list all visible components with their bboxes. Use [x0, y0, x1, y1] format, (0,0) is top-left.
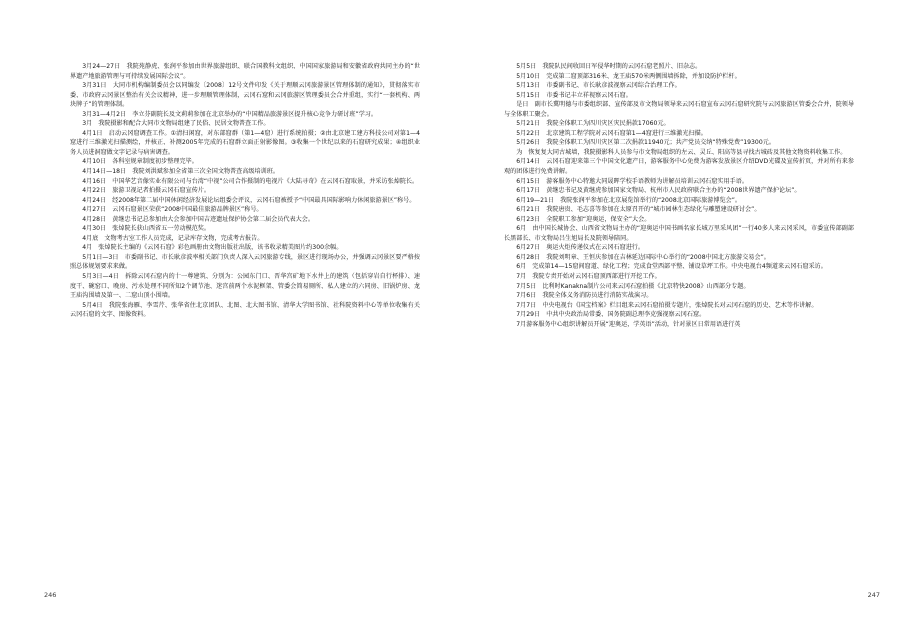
paragraph: 5月10日 完成第二窟顶部316米、龙王庙570米两侧围墙拆除，并加设防护栏杆。: [516, 72, 741, 80]
paragraph: 7月29日 中共中央政治局常委、国务院副总理李克强视察云冈石窟。: [516, 311, 706, 319]
left-page-column: [0, 62, 462, 582]
paragraph: 7月7日 中央电视台《国宝档案》栏目组来云冈石窟拍摄专题片，张焯院长对云冈石窟的历史、艺术等作讲解。: [516, 301, 818, 309]
right-page-body: [504, 62, 854, 329]
paragraph: 5月15日 市委书记丰立祥视察云冈石窟。: [516, 91, 632, 99]
paragraph: 4月 张焯院长主编的《云冈石窟》彩色画册由文物出版社出版，该书收录精美图片约300余幅。: [82, 244, 343, 252]
paragraph: 7月游客服务中心组织讲解员开展“迎奥运，学英语”活动，针对景区日常用语进行英: [516, 320, 741, 328]
right-page-column: [462, 62, 924, 582]
paragraph: 5月5日 我院队民间收回日军侵华时期的云冈石窟老照片、旧杂志。: [516, 63, 702, 70]
paragraph: 6月19—21日 我院张润平参加在北京展览馆举行的“2008北京国际旅游博览会”。: [516, 196, 742, 204]
paragraph: 4月30日 张焯院长获山西省五一劳动模范奖。: [82, 225, 211, 233]
paragraph: 6月 由中国长城协会、山西省文物局主办的“迎奥运中国书画名家长城万里采风团”一行40多人来云冈采风，市委宣传部副部长黑部长、市文物局吕生旭局长及院领导陪同。: [504, 225, 854, 242]
paragraph: 6月28日 我院刘明章、王恒庆参加在吉林延边国际中心举行的“2008中国北方旅游交易会”。: [516, 253, 770, 261]
paragraph: 4月底 文物考古室工作人员完成，记录库存文物，完成考古报告。: [82, 234, 264, 242]
paragraph: 5月13日 市委副书记、市长耿彦波视察云冈综合治理工作。: [516, 82, 681, 90]
paragraph: 3月24—27日 我院苑静虎、张润平参加由世界旅游组织、联合国教科文组织、中国国家旅游局和安徽省政府共同主办的“世界遗产地旅游管理与可持续发展国际会议”。: [70, 63, 420, 80]
paragraph: 5月3日—4日 拆除云冈石窟内的十一尊建筑、分别为：公园东门口、晋华宫矿地下水井上的建筑（包括穿岩自行杯排）、速度干、碗窑口、晚房、污水处理不同所知2个调节池、迷宫前两个水泥框架、管委会简易厕所、私人建立的六同房、旧锅炉房、龙王庙沟围墙及第一、二窟山顶小围墙。: [70, 273, 420, 300]
paragraph: 6月23日 全院职工参加“迎奥运，保安全”大会。: [516, 215, 651, 223]
paragraph: 6月27日 奥运火炬传递仪式在云冈石窟进行。: [516, 244, 645, 252]
paragraph: 5月21日 我院全体职工为四川灾区灾民捐款17060元。: [516, 120, 670, 128]
paragraph: 4月27日 云冈石窟景区荣获“2008中国最佳旅游品牌景区”称号。: [82, 206, 263, 214]
paragraph: 6月21日 我院唐贵、毛志喜等参加在太原召开的“城市园林生态绿化与雕塑建设研讨会”。: [516, 206, 761, 214]
paragraph: 4月24日 经2008年第二届中国休闲经济发展论坛组委会评议，云冈石窟被授予“中国最具国际影响力休闲旅游景区”称号。: [82, 196, 416, 204]
paragraph: 6月 完成第14—15窟间窟道、绿化工程；完成食堂西部平整、铺设草坪工作。中央电视台4频道来云冈石窟采访。: [516, 263, 827, 271]
paragraph: 6月15日 游客服务中心特邀大同晟晖学校手语教师为讲解员培训云冈石窟实用手语。: [516, 177, 748, 185]
paragraph: 3月31日 大同市机构编制委员会以同编发〔2008〕12号文件印发《关于理顺云冈旅游景区管理体制的通知》，贯彻落实市委、市政府云冈景区整治有关会议精神，进一步理顺管理体制，云冈石窟和云冈旅游区管理委员会合并重组，实行“一套机构、两块牌子”的管理体制。: [70, 82, 420, 109]
paragraph: 是日 副市长冀明德与市委组织部、宣传部及市文物局领导来云冈石窟宣布云冈石窟研究院与云冈旅游区管委会合并，院领导与全体职工聚会。: [504, 101, 854, 118]
page-number-right: 247: [867, 591, 880, 599]
paragraph: 7月5日 比利时Kanakna制片公司来云冈石窟拍摄《北京特快2008》山西部分专题。: [516, 282, 750, 290]
paragraph: 6月14日 云冈石窟迎来第三个中国文化遗产日，游客服务中心免费为游客发放景区介绍DVD光碟及宣传折页，并对所有来参观的团体进行免费讲解。: [504, 158, 854, 176]
paragraph: 4月22日 旅游卫视记者拍摄云冈石窟宣传片。: [82, 187, 211, 195]
left-page-body: [70, 62, 420, 320]
paragraph: 4月14日—18日 我院刘洪斌参加全省第三次全国文物普查高级培训班。: [82, 168, 279, 176]
page-number-left: 246: [44, 591, 57, 599]
paragraph: 为 恢复复大同古城墙，我院摄影科人员参与市文物局组织的左云、灵丘、阳高等县寻找古城砖及其他文物资料收集工作。: [516, 148, 847, 156]
paragraph: 7月6日 我院全体义务消防员进行消防实战演习。: [516, 292, 653, 300]
spread-container: [0, 62, 924, 582]
paragraph: 4月10日 各科室规章制度初步整理完毕。: [82, 158, 198, 166]
paragraph: 7月 我院专责开始对云冈石窟顶西部进行开挖工作。: [516, 273, 661, 281]
paragraph: 4月16日 中国华艺音像实业有限公司与台湾“中视”公司合作摄制的电视片《大陆寻奇》在云冈石窟取景，并采访张焯院长。: [82, 177, 419, 185]
paragraph: 6月17日 黄继忠书记及黄继虎参加国家文物局、杭州市人民政府联合主办的“2008世界遗产保护论坛”。: [516, 187, 801, 195]
paragraph: 5月22日 北京建筑工程学院对云冈石窟第1—4窟进行三维激光扫描。: [516, 129, 707, 137]
paragraph: 4月28日 黄继忠书记总参加由大会参加中国吉迹遗址保护协会第二届会员代表大会。: [82, 215, 314, 223]
paragraph: 3月 我院摄影和配合大同市文物局组建了民俗、民居文物普查工作。: [82, 120, 270, 128]
paragraph: 5月1日—3日 市委副书记、市长耿彦波率相关部门负责人深入云冈旅游专线，景区进行现场办公，并强调云冈景区要严格按照总体规划要求来做。: [70, 253, 420, 271]
paragraph: 3月31—4月2日 李立芬副院长及文莉莉参加在北京举办的“中国精品旅游景区提升核心竞争力研讨班”学习。: [82, 110, 378, 118]
paragraph: 5月4日 我院张海雁、李雪芹、张华省住北京团队、北图、北大图书馆、清华大学图书馆、社科院资料中心等单位收集有关云冈石窟的文字、图像资料。: [70, 301, 420, 319]
paragraph: 5月26日 我院全体职工为四川灾区第二次捐款11940元；共产党员交纳“特殊党费”19300元。: [516, 139, 775, 147]
paragraph: 4月1日 启动云冈窟调查工作。①清扫闲窟，对东部窟群（第1—4窟）进行系统拍摄；②由北京建工建方科技公司对第1—4窟进行三维激光扫描测绘，并核正、补测2005年完成的石窟群立面正射影像图。③收集一个世纪以来的石窟研究成果；④组织业务人员进洞窟做文字记录与病害调查。: [70, 129, 420, 156]
